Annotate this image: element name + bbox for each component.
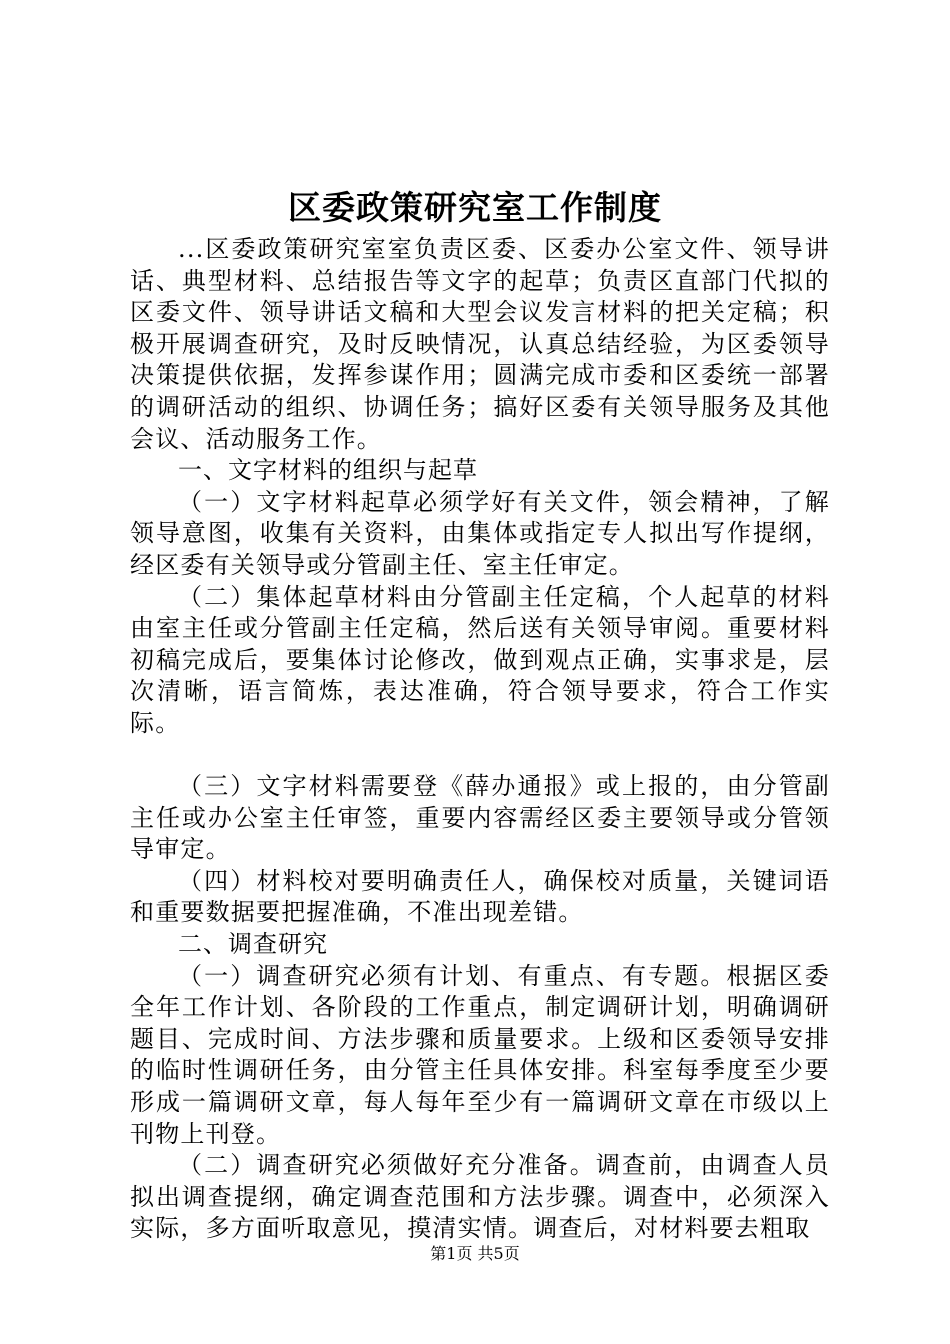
intro-paragraph: ...区委政策研究室室负责区委、区委办公室文件、领导讲话、典型材料、总结报告等文字的起草；负责区直部门代拟的区委文件、领导讲话文稿和大型会议发言材料的把关定稿；积极开展调查研究，及时反映情况，认真总结经验，为区委领导决策提供依据，发挥参谋作用；圆满完成市委和区委统一部署的调研活动的组织、协调任务；搞好区委有关领导服务及其他会议、活动服务工作。 (130, 235, 830, 453)
document-body (130, 234, 830, 1245)
section-heading-2: 二、调查研究 (178, 930, 328, 959)
section-1-item-1: （一）文字材料起草必须学好有关文件，领会精神，了解领导意图，收集有关资料，由集体或指定专人拟出写作提纲，经区委有关领导或分管副主任、室主任审定。 (130, 487, 830, 579)
blank-line (130, 740, 830, 772)
section-1-item-4: （四）材料校对要明确责任人，确保校对质量，关键词语和重要数据要把握准确，不准出现差错。 (130, 866, 830, 927)
section-heading-1: 一、文字材料的组织与起草 (178, 456, 478, 485)
section-1-item-3: （三）文字材料需要登《薛办通报》或上报的，由分管副主任或办公室主任审签，重要内容需经区委主要领导或分管领导审定。 (130, 772, 830, 864)
section-2-item-2: （二）调查研究必须做好充分准备。调查前，由调查人员拟出调查提纲，确定调查范围和方法步骤。调查中，必须深入实际，多方面听取意见，摸清实情。调查后，对材料要去粗取 (130, 1151, 830, 1243)
section-2-item-1: （一）调查研究必须有计划、有重点、有专题。根据区委全年工作计划、各阶段的工作重点，制定调研计划，明确调研题目、完成时间、方法步骤和质量要求。上级和区委领导安排的临时性调研任务，由分管主任具体安排。科室每季度至少要形成一篇调研文章，每人每年至少有一篇调研文章在市级以上刊物上刊登。 (130, 961, 830, 1148)
section-1-item-2: （二）集体起草材料由分管副主任定稿，个人起草的材料由室主任或分管副主任定稿，然后送有关领导审阅。重要材料初稿完成后，要集体讨论修改，做到观点正确，实事求是，层次清晰，语言简炼，表达准确，符合领导要求，符合工作实际。 (130, 582, 830, 737)
page-footer: 第1页 共5页 (430, 1244, 520, 1263)
document-title: 区委政策研究室工作制度 (288, 188, 662, 227)
